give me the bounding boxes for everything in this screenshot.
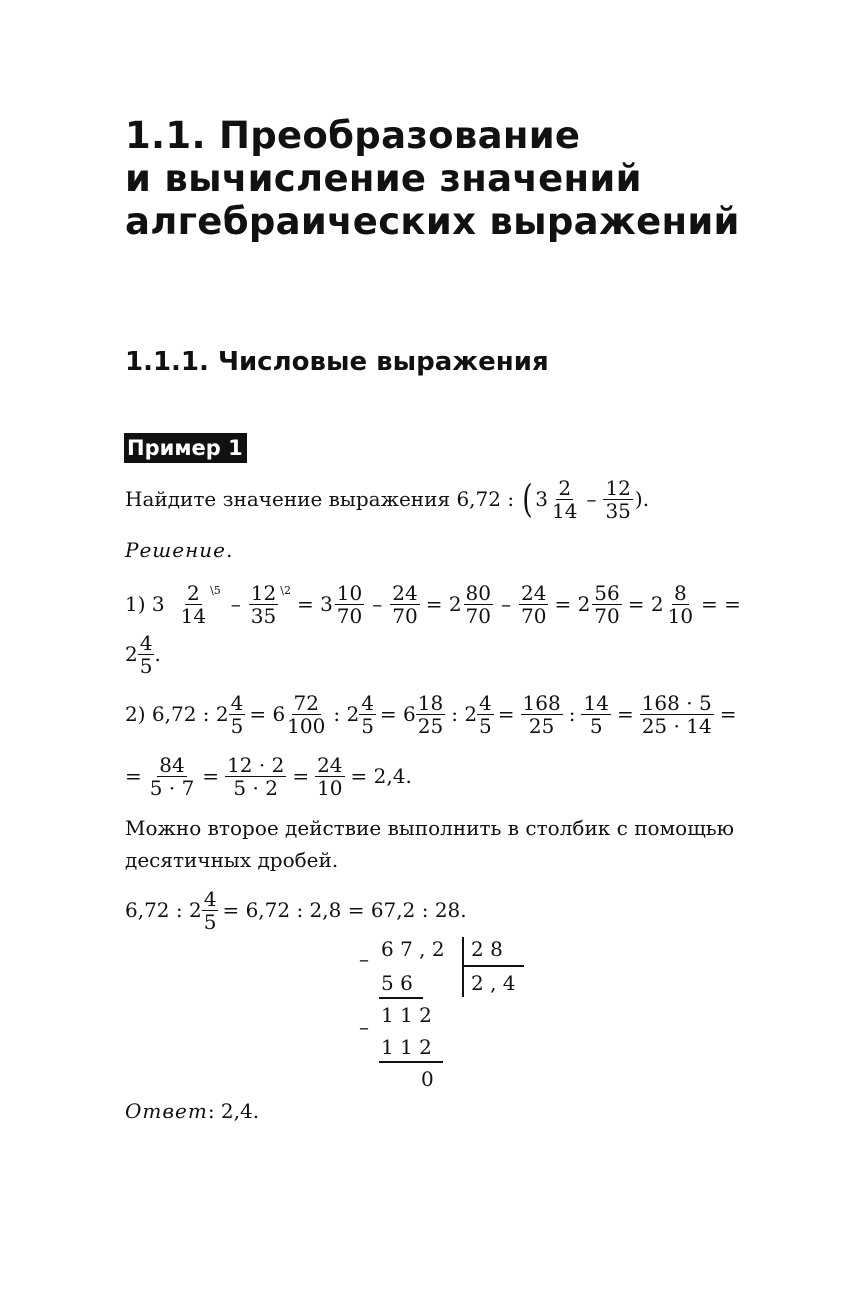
fraction-numerator: 14	[583, 690, 609, 715]
fraction-numerator: 4	[203, 886, 217, 911]
fraction-numerator: 56	[594, 580, 620, 605]
fraction-denominator: 35	[605, 498, 631, 523]
fraction-numerator: 84	[159, 752, 185, 777]
answer-value: : 2,4.	[207, 1099, 260, 1123]
fraction-numerator: 4	[479, 690, 492, 715]
dividend: 6 7 , 2	[381, 937, 445, 961]
section-title-line-1: 1.1. Преобразование	[125, 114, 581, 157]
step-1	[125, 580, 741, 628]
fraction-denominator: 35	[250, 603, 277, 628]
column-line-rest: = 6,72 : 2,8 = 67,2 : 28.	[222, 898, 467, 922]
fraction-denominator: 70	[521, 603, 547, 628]
step-1-continued	[125, 630, 161, 678]
operator-term: :	[568, 702, 576, 726]
division-bar-horizontal	[462, 965, 524, 967]
subtrahend-2: 1 1 2	[381, 1035, 432, 1059]
equals-term: = 6	[249, 702, 286, 726]
fraction-numerator: 12 · 2	[227, 752, 285, 777]
final-remainder: 0	[421, 1067, 434, 1091]
step-1-fraction	[592, 582, 621, 627]
solution-label: Решение.	[125, 538, 234, 562]
fraction-denominator: 5	[479, 713, 492, 738]
task-minus: –	[586, 487, 597, 511]
task-statement	[125, 476, 649, 522]
task-fraction-2	[603, 477, 632, 522]
operator-term: : 2	[451, 702, 478, 726]
fraction-numerator: 10	[336, 580, 363, 605]
fraction-denominator: 70	[594, 603, 620, 628]
example-badge: Пример 1	[124, 433, 247, 463]
step-2-fraction	[148, 754, 197, 799]
fraction-denominator: 14	[180, 603, 207, 628]
period: .	[154, 642, 161, 666]
subtrahend-1: 5 6	[381, 971, 413, 995]
section-title	[125, 114, 805, 243]
fraction-denominator: 25	[528, 713, 555, 738]
fraction-denominator: 70	[465, 603, 491, 628]
fraction-numerator: 24	[521, 580, 547, 605]
fraction-numerator: 24	[392, 580, 418, 605]
fraction-denominator: 5	[361, 713, 374, 738]
minus-sign: –	[501, 592, 511, 616]
column-line-fraction	[202, 888, 219, 933]
fraction-numerator: 24	[317, 752, 343, 777]
section-title-line-2: и вычисление значений	[125, 157, 642, 200]
fraction-numerator: 18	[417, 690, 444, 715]
quotient: 2 , 4	[471, 971, 516, 995]
fraction-numerator: 4	[230, 690, 244, 715]
long-division	[355, 935, 555, 1095]
whole-part: 2	[125, 642, 138, 666]
task-whole: 3	[535, 487, 548, 511]
equals-term: = 2	[627, 592, 664, 616]
remainder-1: 1 1 2	[381, 1003, 432, 1027]
equals-term: =	[292, 764, 310, 788]
minus-sign: –	[230, 592, 241, 616]
column-method-line	[125, 886, 467, 934]
fraction-numerator: 4	[361, 690, 374, 715]
fraction-numerator: 4	[139, 630, 153, 655]
operator-term: : 2	[333, 702, 360, 726]
step-2-fraction	[359, 692, 376, 737]
fraction-denominator: 70	[392, 603, 418, 628]
fraction-denominator: 25	[417, 713, 444, 738]
close-paren: ).	[634, 487, 650, 511]
step-2-fraction	[477, 692, 494, 737]
step-2-fraction	[225, 754, 286, 799]
fraction-denominator: 10	[317, 775, 343, 800]
answer-label: Ответ	[125, 1099, 208, 1123]
fraction-numerator: 12	[605, 475, 631, 500]
step-2-result: = 2,4.	[350, 764, 412, 788]
equals-term: = 2	[554, 592, 591, 616]
open-paren: (	[522, 477, 534, 521]
fraction-numerator: 2	[186, 580, 200, 605]
fraction-numerator: 8	[673, 580, 687, 605]
equals-term: =	[497, 702, 515, 726]
step-2-prefix: 2) 6,72 : 2	[125, 702, 229, 726]
equals-term: =	[719, 702, 737, 726]
task-text: Найдите значение выражения 6,72 :	[125, 487, 521, 511]
subtraction-line-1	[379, 997, 423, 999]
fraction-numerator: 168 · 5	[641, 690, 712, 715]
step-1-fraction	[138, 632, 155, 677]
fraction-denominator: 5	[139, 653, 153, 678]
fraction-numerator: 2	[558, 475, 572, 500]
equals-term: = =	[701, 592, 741, 616]
fraction-denominator: 5 · 2	[233, 775, 278, 800]
step-2-fraction	[416, 692, 445, 737]
multiplier-note: \5	[210, 583, 221, 597]
divisor: 2 8	[471, 937, 503, 961]
step-1-fraction	[464, 582, 493, 627]
step-1-prefix: 1) 3	[125, 592, 165, 616]
fraction-numerator: 168	[522, 690, 561, 715]
division-bar-vertical	[462, 937, 464, 997]
step-2-fraction	[315, 754, 344, 799]
section-title-line-3: алгебраических выражений	[125, 200, 740, 243]
fraction-numerator: 72	[293, 690, 319, 715]
equals-term: = 3	[296, 592, 333, 616]
fraction-denominator: 70	[336, 603, 363, 628]
fraction-denominator: 5 · 7	[149, 775, 195, 800]
fraction-denominator: 25 · 14	[641, 713, 712, 738]
step-1-fraction	[390, 582, 419, 627]
task-fraction-1	[550, 477, 579, 522]
subtraction-line-2	[379, 1061, 443, 1063]
step-2-fraction	[640, 692, 714, 737]
fraction-denominator: 5	[589, 713, 603, 738]
fraction-numerator: 80	[465, 580, 491, 605]
explanation-paragraph: Можно второе действие выполнить в столбик с помощью десятичных дробей.	[125, 816, 735, 872]
step-2-fraction	[581, 692, 610, 737]
step-1-fraction	[519, 582, 548, 627]
fraction-denominator: 14	[552, 498, 578, 523]
step-2-fraction	[521, 692, 563, 737]
step-1-fraction	[335, 582, 364, 627]
equals-term: =	[616, 702, 634, 726]
step-2-fraction	[229, 692, 246, 737]
fraction-denominator: 5	[230, 713, 244, 738]
equals-term: = 6	[379, 702, 416, 726]
equals-term: = 2	[425, 592, 462, 616]
step-1-fraction	[179, 582, 208, 627]
equals-term: =	[125, 764, 142, 788]
answer	[125, 1096, 259, 1126]
equals-term: =	[202, 764, 220, 788]
subsection-title: 1.1.1. Числовые выражения	[125, 347, 549, 377]
fraction-denominator: 10	[667, 603, 694, 628]
step-2	[125, 690, 736, 738]
minus-sign: –	[359, 947, 369, 971]
fraction-numerator: 12	[250, 580, 277, 605]
step-2-continued	[125, 752, 412, 800]
step-1-fraction	[249, 582, 278, 627]
step-1-fraction	[666, 582, 695, 627]
step-2-fraction	[285, 692, 327, 737]
minus-sign: –	[359, 1015, 369, 1039]
fraction-denominator: 5	[203, 909, 217, 934]
minus-sign: –	[372, 592, 383, 616]
column-line-prefix: 6,72 : 2	[125, 898, 202, 922]
fraction-denominator: 100	[287, 713, 326, 738]
multiplier-note: \2	[280, 583, 291, 597]
